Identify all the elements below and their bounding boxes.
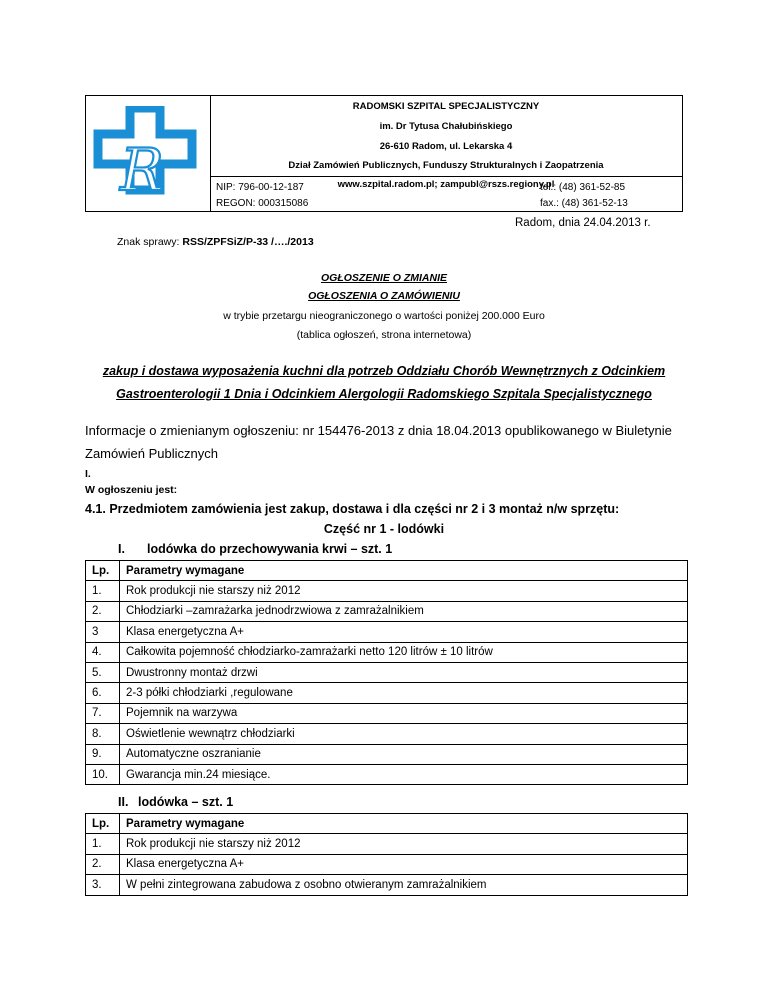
hospital-name: RADOMSKI SZPITAL SPECJALISTYCZNY (352, 101, 540, 112)
tel-text: tel.: (48) 361-52-85 (540, 182, 626, 193)
item2-number: II. (118, 795, 129, 809)
row-text: W pełni zintegrowana zabudowa z osobno otwieranym zamrażalnikiem (120, 875, 688, 895)
row-text: Pojemnik na warzywa (120, 703, 688, 723)
table-row (86, 581, 688, 601)
row-lp: 7. (86, 703, 120, 723)
part1-title: Część nr 1 - lodówki (323, 522, 445, 536)
case-reference-value: RSS/ZPFSiZ/P-33 /…./2013 (182, 236, 314, 248)
notice-publication: (tablica ogłoszeń, strona internetowa) (296, 329, 472, 341)
row-text: Całkowita pojemność chłodziarko-zamrażarki netto 120 litrów ± 10 litrów (120, 642, 688, 662)
row-lp: 10. (86, 764, 120, 784)
contact-web-email: www.szpital.radom.pl; zampubl@rszs.regiony.pl (337, 179, 555, 190)
point-4-1: 4.1. Przedmiotem zamówienia jest zakup, dostawa i dla części nr 2 i 3 montaż n/w sprzętu: (85, 502, 620, 516)
item2-params-table (85, 813, 688, 896)
table-header-row (86, 561, 688, 581)
table-row (86, 662, 688, 682)
department-name: Dział Zamówień Publicznych, Funduszy Strukturalnych i Zaopatrzenia (288, 160, 604, 171)
row-lp: 8. (86, 724, 120, 744)
row-text: 2-3 półki chłodziarki ,regulowane (120, 683, 688, 703)
table-row (86, 622, 688, 642)
table-row (86, 854, 688, 874)
row-text: Rok produkcji nie starszy niż 2012 (120, 834, 688, 854)
row-lp: 1. (86, 834, 120, 854)
item2-title: lodówka – szt. 1 (138, 795, 234, 809)
item1-number: I. (118, 542, 125, 556)
row-lp: 3. (86, 875, 120, 895)
info-line2: Zamówień Publicznych (85, 446, 218, 461)
item1-params-table (85, 560, 688, 785)
row-lp: 1. (86, 581, 120, 601)
table-row (86, 875, 688, 895)
row-text: Gwarancja min.24 miesiące. (120, 764, 688, 784)
notice-title-line2: OGŁOSZENIA O ZAMÓWIENIU (308, 290, 460, 302)
row-lp: 9. (86, 744, 120, 764)
row-text: Klasa energetyczna A+ (120, 854, 688, 874)
params-header: Parametry wymagane (120, 814, 688, 834)
row-lp: 5. (86, 662, 120, 682)
row-text: Automatyczne oszranianie (120, 744, 688, 764)
row-lp: 2. (86, 601, 120, 621)
fax-text: fax.: (48) 361-52-13 (540, 198, 628, 209)
hospital-patron: im. Dr Tytusa Chałubińskiego (379, 121, 513, 132)
in-notice-label: W ogłoszeniu jest: (85, 484, 178, 496)
section-number: I. (85, 468, 91, 480)
params-header: Parametry wymagane (120, 561, 688, 581)
case-reference-label: Znak sprawy: (117, 236, 183, 248)
row-lp: 2. (86, 854, 120, 874)
table-header-row (86, 814, 688, 834)
table-row (86, 724, 688, 744)
row-text: Rok produkcji nie starszy niż 2012 (120, 581, 688, 601)
regon-text: REGON: 000315086 (216, 198, 309, 209)
hospital-logo-icon (90, 106, 206, 202)
logo-cell (86, 96, 211, 211)
row-lp: 3 (86, 622, 120, 642)
item1-title: lodówka do przechowywania krwi – szt. 1 (147, 542, 393, 556)
table-row (86, 744, 688, 764)
row-lp: 6. (86, 683, 120, 703)
row-text: Klasa energetyczna A+ (120, 622, 688, 642)
lp-header: Lp. (86, 814, 120, 834)
table-row (86, 642, 688, 662)
table-row (86, 834, 688, 854)
hospital-address: 26-610 Radom, ul. Lekarska 4 (379, 141, 513, 152)
svg-text:R: R (120, 136, 164, 202)
row-text: Oświetlenie wewnątrz chłodziarki (120, 724, 688, 744)
letterhead (85, 95, 683, 212)
header-divider (210, 176, 683, 177)
case-reference (117, 236, 314, 248)
row-text: Chłodziarki –zamrażarka jednodrzwiowa z zamrażalnikiem (120, 601, 688, 621)
subject-line1: zakup i dostawa wyposażenia kuchni dla potrzeb Oddziału Chorób Wewnętrznych z Odcinkiem (102, 364, 666, 378)
nip-text: NIP: 796-00-12-187 (216, 182, 304, 193)
table-row (86, 764, 688, 784)
table-row (86, 683, 688, 703)
date-line: Radom, dnia 24.04.2013 r. (515, 217, 651, 229)
notice-mode: w trybie przetargu nieograniczonego o wartości poniżej 200.000 Euro (223, 310, 545, 322)
table-row (86, 601, 688, 621)
row-lp: 4. (86, 642, 120, 662)
lp-header: Lp. (86, 561, 120, 581)
notice-title-line1: OGŁOSZENIE O ZMIANIE (320, 272, 447, 284)
subject-line2: Gastroenterologii 1 Dnia i Odcinkiem Alergologii Radomskiego Szpitala Specjalistycznego (116, 387, 652, 401)
info-line1: Informacje o zmienianym ogłoszeniu: nr 154476-2013 z dnia 18.04.2013 opublikowanego w Biuletynie (85, 423, 672, 438)
table-row (86, 703, 688, 723)
row-text: Dwustronny montaż drzwi (120, 662, 688, 682)
